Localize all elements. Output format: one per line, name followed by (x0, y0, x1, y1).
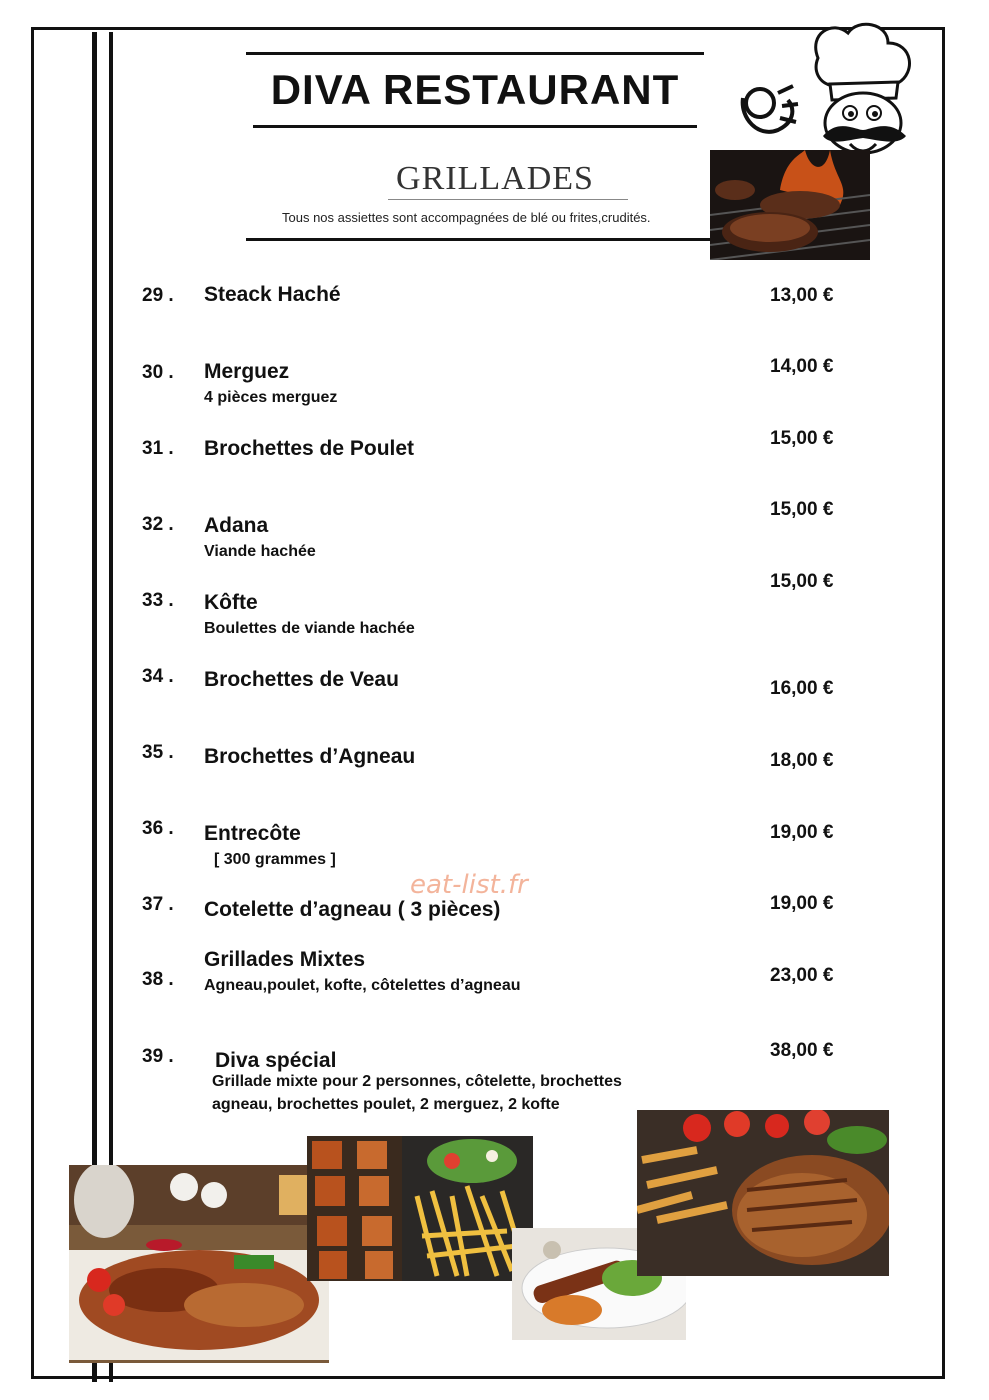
item-price: 18,00 € (770, 750, 834, 771)
item-price: 14,00 € (770, 356, 834, 377)
item-price: 38,00 € (770, 1040, 834, 1061)
section-title: GRILLADES (396, 160, 594, 197)
item-price: 15,00 € (770, 499, 834, 520)
item-price: 13,00 € (770, 285, 834, 306)
watermark: eat-list.fr (410, 870, 528, 900)
header-rule (253, 125, 697, 128)
item-number: 38 . (142, 969, 174, 990)
item-number: 37 . (142, 894, 174, 915)
grilled-steak-fries-photo (637, 1110, 889, 1276)
item-price: 19,00 € (770, 893, 834, 914)
item-name: Steack Haché (204, 283, 341, 306)
item-name: Grillades Mixtes (204, 948, 366, 971)
item-name: Merguez (204, 360, 290, 383)
section-rule (388, 199, 628, 200)
item-number: 34 . (142, 666, 174, 687)
header-rule (246, 238, 716, 241)
item-description: Agneau,poulet, kofte, côtelettes d’agneau (204, 977, 521, 994)
item-name: Brochettes d’Agneau (204, 745, 416, 768)
item-price: 19,00 € (770, 822, 834, 843)
item-name: Cotelette d’agneau ( 3 pièces) (204, 898, 501, 921)
item-name: Brochettes de Veau (204, 668, 399, 691)
item-number: 30 . (142, 362, 174, 383)
grilled-steak-photo (710, 150, 870, 260)
item-number: 33 . (142, 590, 174, 611)
header-rule (246, 52, 704, 55)
item-description: Viande hachée (204, 543, 316, 560)
mixed-grill-platter-photo (69, 1165, 329, 1363)
chicken-skewers-fries-photo (307, 1136, 533, 1281)
item-number: 35 . (142, 742, 174, 763)
item-name: Adana (204, 514, 269, 537)
item-price: 16,00 € (770, 678, 834, 699)
item-description: Boulettes de viande hachée (204, 620, 415, 637)
item-description: 4 pièces merguez (204, 389, 338, 406)
restaurant-title: DIVA RESTAURANT (270, 66, 680, 113)
item-name: Brochettes de Poulet (204, 437, 415, 460)
item-number: 32 . (142, 514, 174, 535)
chef-mascot-icon (738, 18, 918, 168)
item-number: 36 . (142, 818, 174, 839)
item-price: 15,00 € (770, 428, 834, 449)
item-price: 15,00 € (770, 571, 834, 592)
item-name: Kôfte (204, 591, 258, 614)
item-description: agneau, brochettes poulet, 2 merguez, 2 kofte (212, 1096, 560, 1113)
section-subtitle: Tous nos assiettes sont accompagnées de blé ou frites,crudités. (282, 210, 651, 225)
item-number: 29 . (142, 285, 174, 306)
item-description: [ 300 grammes ] (214, 851, 336, 868)
item-number: 31 . (142, 438, 174, 459)
item-name: Diva spécial (215, 1049, 337, 1072)
item-name: Entrecôte (204, 822, 301, 845)
item-description: Grillade mixte pour 2 personnes, côtelette, brochettes (212, 1073, 622, 1090)
item-price: 23,00 € (770, 965, 834, 986)
item-number: 39 . (142, 1046, 174, 1067)
